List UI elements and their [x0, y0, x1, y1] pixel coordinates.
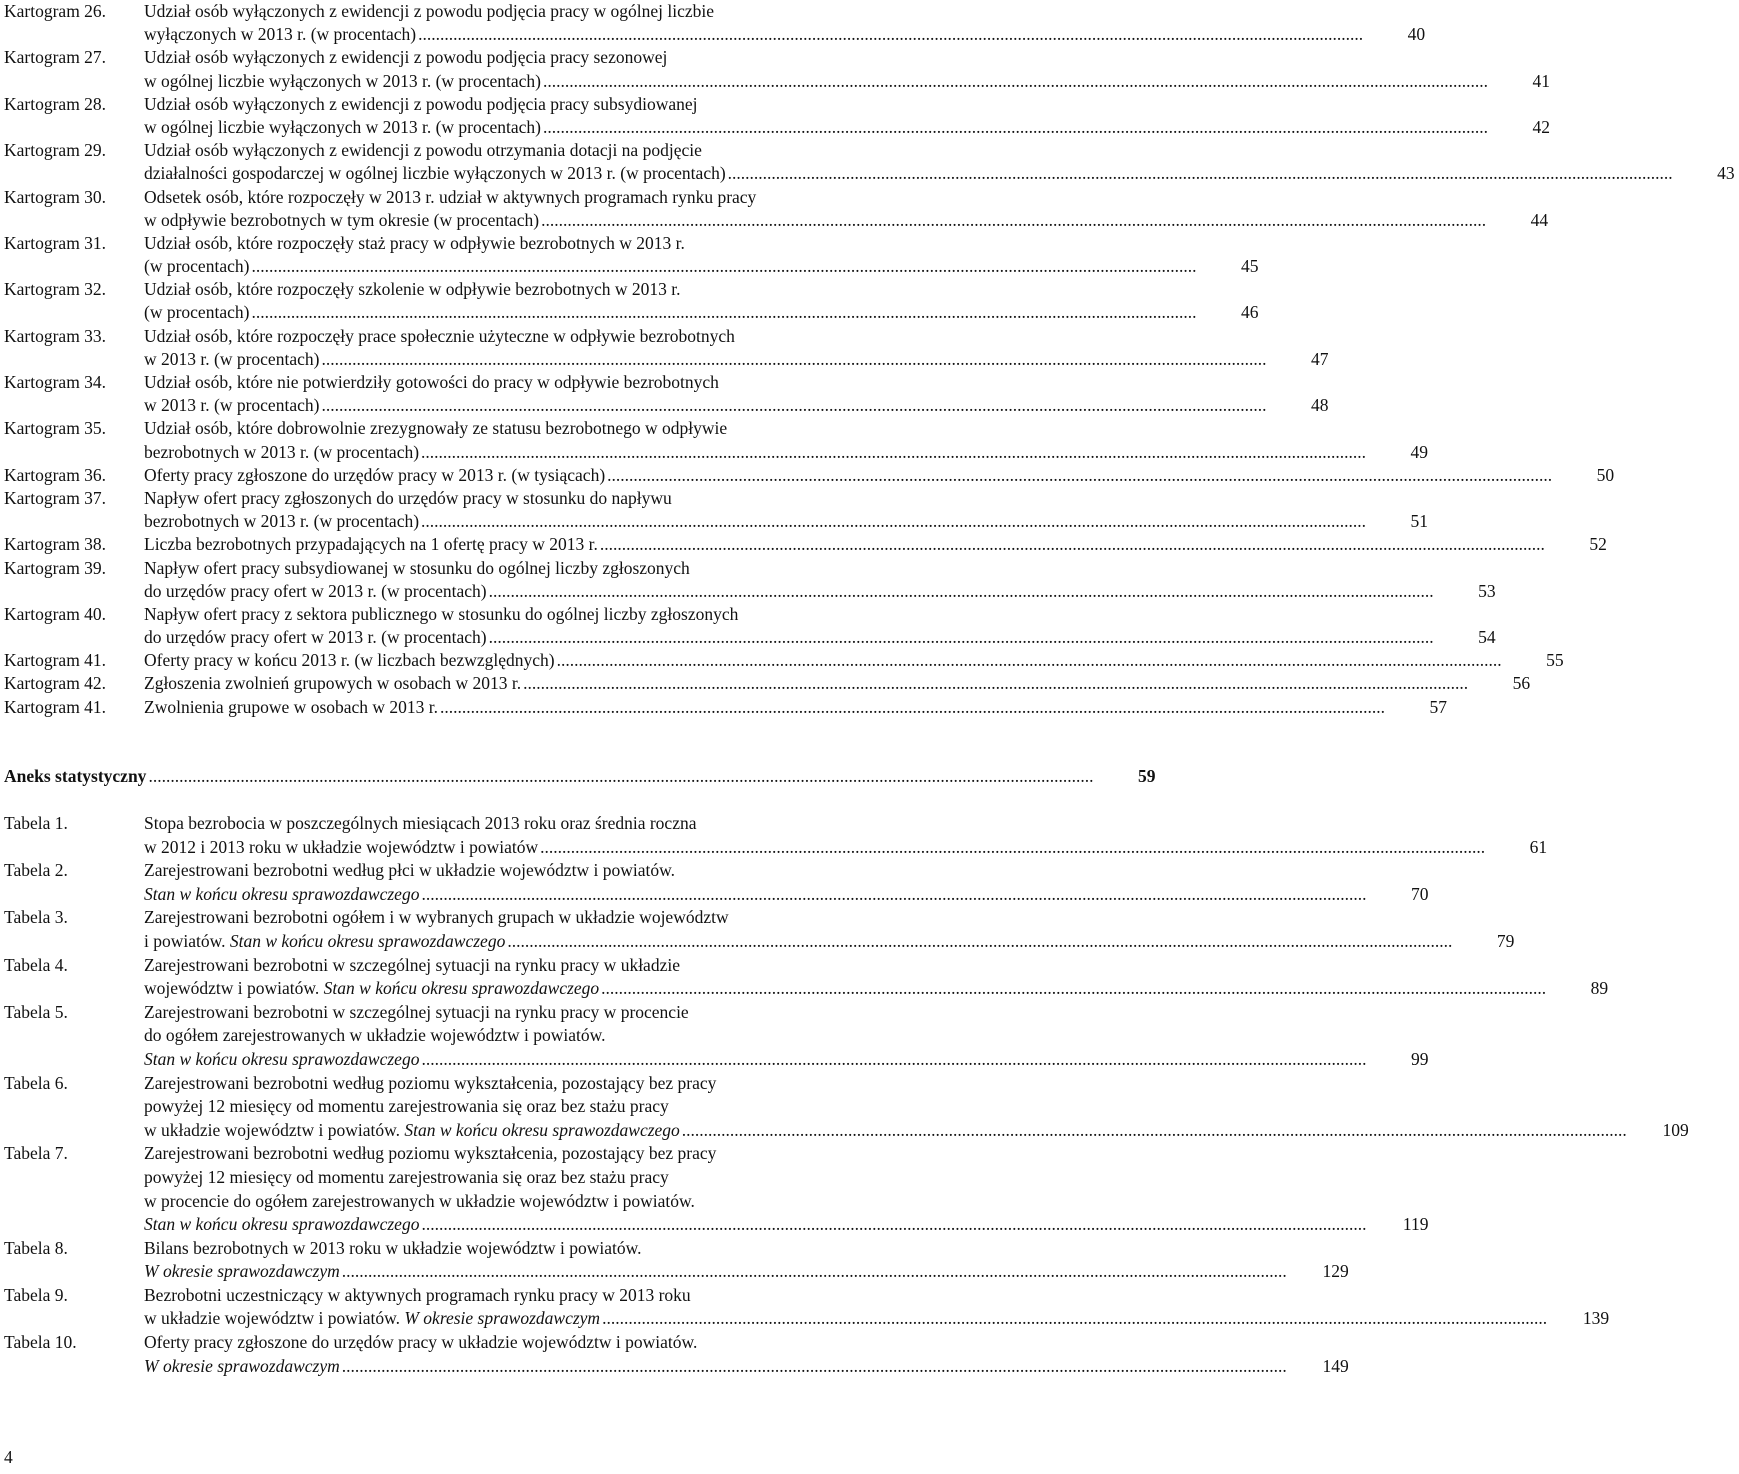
entry-text: bezrobotnych w 2013 r. (w procentach)	[144, 511, 420, 532]
entry-title	[144, 1072, 1693, 1143]
entry-title	[144, 0, 1429, 46]
entry-line	[144, 557, 1500, 580]
entry-page-number: 89	[1590, 978, 1609, 999]
entry-line	[144, 487, 1432, 510]
entry-text: w odpływie bezrobotnych w tym okresie (w procentach)	[144, 209, 540, 230]
entry-text: do urzędów pracy ofert w 2013 r. (w procentach)	[144, 627, 487, 648]
entry-text: w ogólnej liczbie wyłączonych w 2013 r. (w procentach)	[144, 70, 542, 91]
leader-dots	[421, 883, 1366, 907]
entry-label: Kartogram 29.	[4, 140, 107, 161]
entry-title	[144, 954, 1612, 1001]
entry-text: Udział osób wyłączonych z ewidencji z powodu podjęcia pracy w ogólnej liczbie	[144, 1, 715, 21]
table-entry[interactable]	[4, 1284, 1610, 1331]
entry-line	[144, 186, 1552, 209]
entry-label: Tabela 10.	[4, 1332, 77, 1353]
entry-line	[144, 278, 1262, 301]
entry-line	[144, 1284, 1613, 1308]
entry-text: Bezrobotni uczestniczący w aktywnych programach rynku pracy w 2013 roku	[144, 1284, 691, 1305]
entry-text: do ogółem zarejestrowanych w układzie województw i powiatów.	[144, 1025, 606, 1046]
entry-text: w 2013 r. (w procentach)	[144, 348, 320, 369]
entry-page-number: 70	[1410, 883, 1429, 904]
entry-label: Kartogram 33.	[4, 325, 107, 346]
leader-dots	[321, 348, 1266, 371]
entry-label: Tabela 1.	[4, 813, 68, 833]
table-entry[interactable]	[4, 906, 1515, 953]
entry-label: Kartogram 30.	[4, 186, 107, 207]
entry-line	[144, 46, 1554, 69]
map-entry[interactable]	[4, 371, 1329, 417]
entry-line	[144, 1166, 1432, 1190]
entry-page-number: 79	[1496, 930, 1515, 951]
entry-italic-text: Stan w końcu okresu sprawozdawczego	[144, 883, 420, 904]
entry-line	[144, 1213, 1432, 1237]
entry-title	[144, 906, 1518, 953]
entry-line	[144, 603, 1500, 626]
entry-text: Zarejestrowani bezrobotni ogółem i w wybranych grupach w układzie województw	[144, 907, 729, 928]
entry-page-number: 53	[1478, 580, 1496, 601]
map-entry[interactable]	[4, 46, 1551, 92]
entry-text: do urzędów pracy ofert w 2013 r. (w procentach)	[144, 580, 487, 601]
entry-page-number: 119	[1402, 1214, 1429, 1235]
entry-text: Udział osób wyłączonych z ewidencji z powodu otrzymania dotacji na podjęcie	[144, 140, 702, 161]
entry-label: Kartogram 27.	[4, 47, 107, 68]
leader-dots	[489, 626, 1434, 649]
entry-title	[144, 417, 1432, 463]
table-entry[interactable]	[4, 1142, 1429, 1236]
map-entry[interactable]	[4, 603, 1496, 649]
entry-text: w ogólnej liczbie wyłączonych w 2013 r. (w procentach)	[144, 116, 542, 137]
entry-line	[144, 93, 1554, 116]
entry-line	[144, 1260, 1353, 1284]
page-number: 4	[4, 1447, 13, 1467]
map-entry[interactable]	[4, 533, 1607, 556]
entry-text: Zarejestrowani bezrobotni według płci w układzie województw i powiatów.	[144, 860, 675, 881]
entry-title	[144, 812, 1551, 859]
map-entry[interactable]	[4, 139, 1735, 185]
entry-text: (w procentach)	[144, 302, 250, 323]
entry-italic-text: Stan w końcu okresu sprawozdawczego	[323, 978, 600, 999]
entry-text	[144, 1260, 340, 1284]
entry-line	[144, 23, 1429, 46]
entry-title	[144, 696, 1451, 719]
entry-text: Oferty pracy zgłoszone do urzędów pracy w układzie województw i powiatów.	[144, 1332, 698, 1353]
entry-page-number: 99	[1410, 1048, 1429, 1069]
leader-dots	[540, 836, 1485, 860]
entry-line	[144, 325, 1332, 348]
entry-text: Udział osób, które rozpoczęły szkolenie w odpływie bezrobotnych w 2013 r.	[144, 279, 681, 300]
entry-title	[144, 859, 1432, 906]
entry-label: Kartogram 31.	[4, 232, 107, 253]
entry-text: Bilans bezrobotnych w 2013 roku w układzie województw i powiatów.	[144, 1237, 642, 1258]
entry-italic-text: Stan w końcu okresu sprawozdawczego	[144, 1048, 420, 1069]
entry-title	[144, 533, 1611, 556]
entry-line	[144, 510, 1432, 533]
entry-line	[144, 1048, 1432, 1072]
entry-line	[144, 441, 1432, 464]
entry-text: Zarejestrowani bezrobotni według poziomu wykształcenia, pozostający bez pracy	[144, 1143, 717, 1164]
map-entry[interactable]	[4, 232, 1259, 278]
entry-label: Kartogram 34.	[4, 372, 107, 392]
map-entry[interactable]	[4, 93, 1551, 139]
table-entry[interactable]	[4, 812, 1548, 859]
entry-text: i powiatów. Stan w końcu okresu sprawozdawczego	[144, 930, 506, 951]
entry-page-number: 149	[1322, 1355, 1349, 1376]
leader-dots	[543, 116, 1488, 139]
table-entry[interactable]	[4, 1237, 1349, 1284]
entry-page-number: 44	[1530, 209, 1549, 230]
leader-dots	[421, 1213, 1366, 1237]
entry-label: Tabela 5.	[4, 1001, 68, 1022]
leader-dots	[148, 765, 1093, 788]
entry-page-number: 51	[1410, 511, 1429, 532]
entry-label: Kartogram 42.	[4, 673, 107, 694]
entry-line	[144, 348, 1332, 371]
annex-title: Aneks statystyczny	[4, 766, 147, 786]
entry-italic-text: W okresie sprawozdawczym	[404, 1308, 601, 1329]
entry-line	[144, 1190, 1432, 1214]
entry-line	[144, 70, 1554, 93]
entry-title	[144, 371, 1332, 417]
entry-italic-text: Stan w końcu okresu sprawozdawczego	[144, 1214, 420, 1235]
entry-page-number: 42	[1532, 116, 1551, 137]
entry-line	[144, 1072, 1693, 1096]
entry-label: Kartogram 28.	[4, 93, 107, 114]
leader-dots	[602, 1307, 1547, 1331]
entry-page-number: 54	[1478, 627, 1496, 648]
entry-line	[144, 580, 1500, 603]
entry-page-number: 43	[1717, 163, 1735, 184]
entry-label: Tabela 6.	[4, 1072, 68, 1093]
entry-label: Kartogram 36.	[4, 464, 107, 485]
entry-text: (w procentach)	[144, 256, 250, 277]
entry-text: działalności gospodarczej w ogólnej liczbie wyłączonych w 2013 r. (w procentach)	[144, 163, 726, 184]
entry-title	[144, 1237, 1353, 1284]
entry-text	[144, 1213, 419, 1237]
entry-text	[144, 1048, 419, 1072]
leader-dots	[601, 977, 1546, 1001]
leader-dots	[421, 510, 1366, 533]
entry-italic-text: Stan w końcu okresu sprawozdawczego	[229, 930, 506, 951]
leader-dots	[489, 580, 1434, 603]
kartogram-list	[4, 0, 1735, 719]
entry-label: Kartogram 40.	[4, 603, 107, 624]
annex-page-number: 59	[1137, 766, 1156, 786]
entry-page-number: 48	[1310, 395, 1329, 416]
map-entry[interactable]	[4, 696, 1448, 719]
entry-line	[144, 836, 1551, 860]
entry-line	[144, 533, 1611, 556]
table-entry[interactable]	[4, 859, 1429, 906]
entry-italic-text: Stan w końcu okresu sprawozdawczego	[404, 1119, 680, 1140]
leader-dots	[251, 255, 1196, 278]
entry-page-number: 61	[1529, 836, 1548, 857]
table-entry[interactable]	[4, 1072, 1689, 1143]
entry-line	[144, 139, 1739, 162]
leader-dots	[557, 649, 1502, 672]
map-entry[interactable]	[4, 278, 1259, 324]
entry-text: w układzie województw i powiatów. W okresie sprawozdawczym	[144, 1308, 601, 1329]
map-entry[interactable]	[4, 672, 1531, 695]
entry-line	[144, 1095, 1693, 1119]
table-entry[interactable]	[4, 1001, 1429, 1072]
entry-title	[144, 649, 1568, 672]
entry-line	[144, 0, 1429, 23]
entry-italic-text: W okresie sprawozdawczym	[144, 1261, 340, 1282]
entry-page-number: 40	[1407, 24, 1426, 45]
entry-text: wyłączonych w 2013 r. (w procentach)	[144, 24, 417, 45]
entry-title	[144, 603, 1500, 649]
entry-text: Oferty pracy zgłoszone do urzędów pracy w 2013 r. (w tysiącach)	[144, 464, 606, 485]
entry-text: Udział osób, które rozpoczęły staż pracy w odpływie bezrobotnych w 2013 r.	[144, 232, 685, 253]
leader-dots	[418, 23, 1363, 46]
entry-page-number: 57	[1429, 696, 1448, 717]
entry-page-number: 56	[1512, 673, 1531, 694]
entry-line	[144, 1142, 1432, 1166]
entry-line	[144, 930, 1518, 954]
entry-line	[144, 1331, 1353, 1355]
entry-label: Tabela 2.	[4, 860, 68, 881]
map-entry[interactable]	[4, 464, 1615, 487]
entry-title	[144, 1284, 1613, 1331]
entry-label: Kartogram 37.	[4, 487, 107, 508]
entry-line	[144, 954, 1612, 978]
entry-line	[144, 162, 1739, 185]
annex-heading[interactable]	[4, 765, 1156, 788]
entry-line	[144, 255, 1262, 278]
entry-italic-text: W okresie sprawozdawczym	[144, 1355, 340, 1376]
entry-line	[144, 1024, 1432, 1048]
entry-text: Liczba bezrobotnych przypadających na 1 ofertę pracy w 2013 r.	[144, 534, 598, 555]
entry-page-number: 46	[1240, 302, 1259, 323]
leader-dots	[543, 70, 1488, 93]
map-entry[interactable]	[4, 649, 1564, 672]
entry-line	[144, 672, 1534, 695]
entry-text: Zarejestrowani bezrobotni według poziomu wykształcenia, pozostający bez pracy	[144, 1072, 717, 1093]
entry-line	[144, 696, 1451, 719]
map-entry[interactable]	[4, 557, 1496, 603]
entry-line	[144, 906, 1518, 930]
entry-text: Udział osób, które nie potwierdziły gotowości do pracy w odpływie bezrobotnych	[144, 372, 719, 392]
map-entry[interactable]	[4, 325, 1329, 371]
entry-line	[144, 626, 1500, 649]
entry-text: województw i powiatów. Stan w końcu okresu sprawozdawczego	[144, 978, 600, 999]
entry-page-number: 139	[1582, 1308, 1610, 1329]
leader-dots	[523, 672, 1468, 695]
entry-line	[144, 1237, 1353, 1261]
entry-title	[144, 1331, 1353, 1378]
entry-text	[144, 1355, 340, 1379]
entry-page-number: 52	[1589, 534, 1607, 555]
entry-text: powyżej 12 miesięcy od momentu zarejestrowania się oraz bez stażu pracy	[144, 1166, 669, 1187]
tabela-list	[4, 812, 1689, 1378]
entry-title	[144, 464, 1618, 487]
entry-line	[144, 1307, 1613, 1331]
entry-text: Oferty pracy w końcu 2013 r. (w liczbach bezwzględnych)	[144, 650, 555, 671]
table-entry[interactable]	[4, 954, 1609, 1001]
entry-label: Kartogram 35.	[4, 418, 107, 439]
map-entry[interactable]	[4, 0, 1426, 46]
entry-line	[144, 371, 1332, 394]
entry-text: powyżej 12 miesięcy od momentu zarejestrowania się oraz bez stażu pracy	[144, 1096, 669, 1117]
entry-line	[144, 883, 1432, 907]
leader-dots	[421, 441, 1366, 464]
entry-page-number: 50	[1596, 464, 1615, 485]
entry-text: Napływ ofert pracy subsydiowanej w stosunku do ogólnej liczby zgłoszonych	[144, 557, 690, 578]
leader-dots	[682, 1119, 1627, 1143]
map-entry[interactable]	[4, 487, 1429, 533]
entry-title	[144, 93, 1554, 139]
entry-text: Odsetek osób, które rozpoczęły w 2013 r. udział w aktywnych programach rynku pracy	[144, 186, 757, 207]
entry-text: Zarejestrowani bezrobotni w szczególnej sytuacji na rynku pracy w procencie	[144, 1001, 689, 1022]
entry-line	[144, 859, 1432, 883]
entry-line	[144, 977, 1612, 1001]
entry-line	[144, 209, 1552, 232]
leader-dots	[251, 301, 1196, 324]
leader-dots	[607, 464, 1552, 487]
entry-line	[144, 417, 1432, 440]
entry-line	[144, 1355, 1353, 1379]
entry-text: bezrobotnych w 2013 r. (w procentach)	[144, 441, 420, 462]
entry-text: Udział osób wyłączonych z ewidencji z powodu podjęcia pracy sezonowej	[144, 47, 668, 68]
entry-label: Kartogram 26.	[4, 1, 107, 21]
entry-line	[144, 232, 1262, 255]
entry-text: Napływ ofert pracy zgłoszonych do urzędów pracy w stosunku do napływu	[144, 487, 672, 508]
entry-text: Udział osób, które rozpoczęły prace społecznie użyteczne w odpływie bezrobotnych	[144, 325, 735, 346]
entry-text: Zwolnienia grupowe w osobach w 2013 r.	[144, 696, 439, 717]
map-entry[interactable]	[4, 417, 1429, 463]
entry-text: w 2013 r. (w procentach)	[144, 395, 320, 416]
entry-label: Kartogram 41.	[4, 650, 107, 671]
leader-dots	[321, 394, 1266, 417]
entry-title	[144, 46, 1554, 92]
entry-label: Tabela 4.	[4, 954, 68, 975]
entry-line	[144, 1001, 1432, 1025]
entry-text: w procencie do ogółem zarejestrowanych w układzie województw i powiatów.	[144, 1190, 695, 1211]
entry-line	[144, 394, 1332, 417]
map-entry[interactable]	[4, 186, 1549, 232]
entry-text: w 2012 i 2013 roku w układzie województw i powiatów	[144, 836, 539, 857]
entry-label: Tabela 9.	[4, 1284, 68, 1305]
entry-title	[144, 672, 1534, 695]
entry-label: Kartogram 39.	[4, 557, 107, 578]
leader-dots	[342, 1355, 1287, 1379]
entry-page-number: 49	[1410, 441, 1429, 462]
entry-text: w układzie województw i powiatów. Stan w końcu okresu sprawozdawczego	[144, 1119, 680, 1140]
entry-line	[144, 812, 1551, 836]
leader-dots	[541, 209, 1486, 232]
entry-label: Tabela 3.	[4, 907, 68, 928]
entry-label: Kartogram 32.	[4, 279, 107, 300]
entry-title	[144, 325, 1332, 371]
entry-title	[144, 186, 1552, 232]
entry-page-number: 41	[1532, 70, 1551, 91]
leader-dots	[342, 1260, 1287, 1284]
entry-label: Kartogram 38.	[4, 534, 107, 555]
entry-text: Napływ ofert pracy z sektora publicznego w stosunku do ogólnej liczby zgłoszonych	[144, 603, 739, 624]
leader-dots	[507, 930, 1452, 954]
entry-text: Udział osób wyłączonych z ewidencji z powodu podjęcia pracy subsydiowanej	[144, 93, 698, 114]
entry-label: Kartogram 41.	[4, 696, 107, 717]
entry-page-number: 109	[1662, 1119, 1689, 1140]
entry-title	[144, 1001, 1432, 1072]
entry-text: Zgłoszenia zwolnień grupowych w osobach w 2013 r.	[144, 673, 522, 694]
entry-line	[144, 464, 1618, 487]
entry-title	[144, 1142, 1432, 1236]
entry-text: Udział osób, które dobrowolnie zrezygnowały ze statusu bezrobotnego w odpływie	[144, 418, 728, 439]
entry-page-number: 47	[1310, 348, 1329, 369]
leader-dots	[600, 533, 1545, 556]
entry-line	[144, 649, 1568, 672]
entry-title	[144, 278, 1262, 324]
entry-title	[144, 232, 1262, 278]
entry-text: Zarejestrowani bezrobotni w szczególnej sytuacji na rynku pracy w układzie	[144, 954, 680, 975]
entry-line	[144, 1119, 1693, 1143]
entry-page-number: 45	[1240, 256, 1259, 277]
entry-text: Stopa bezrobocia w poszczególnych miesiącach 2013 roku oraz średnia roczna	[144, 813, 697, 833]
entry-title	[144, 487, 1432, 533]
entry-page-number: 129	[1322, 1261, 1349, 1282]
entry-line	[144, 116, 1554, 139]
leader-dots	[421, 1048, 1366, 1072]
entry-label: Tabela 8.	[4, 1237, 68, 1258]
leader-dots	[440, 696, 1385, 719]
leader-dots	[728, 162, 1673, 185]
entry-line	[144, 301, 1262, 324]
entry-title	[144, 557, 1500, 603]
entry-page-number: 55	[1546, 650, 1564, 671]
entry-text	[144, 883, 419, 907]
entry-label: Tabela 7.	[4, 1143, 68, 1164]
table-entry[interactable]	[4, 1331, 1349, 1378]
entry-title	[144, 139, 1739, 185]
